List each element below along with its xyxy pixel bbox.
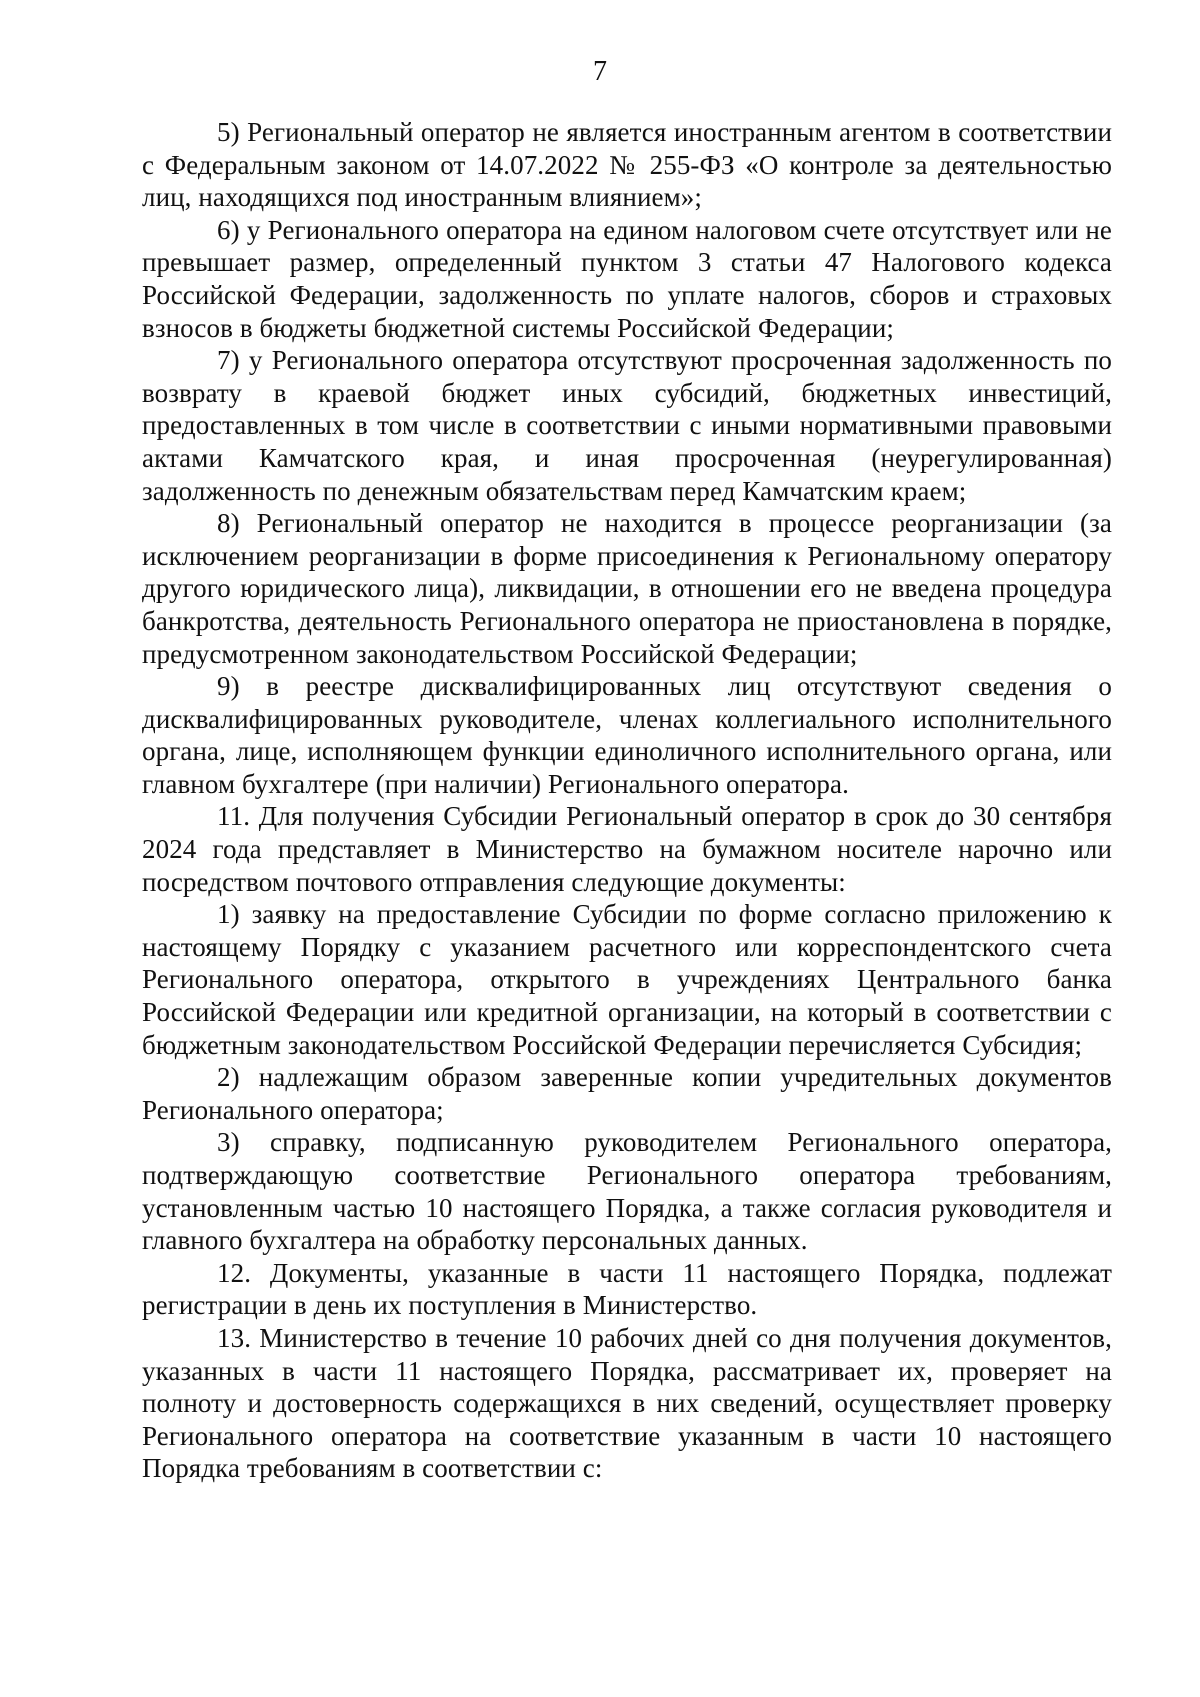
paragraph-part-13: 13. Министерство в течение 10 рабочих дней со дня получения документов, указанных в части 11 настоящего Порядка, рассматривает их, проверяет на полноту и достоверность содержащихся в них сведений, осуществляет проверку Регионального оператора на соответствие указанным в части 10 настоящего Порядка требованиям в соответствии с: — [142, 1322, 1112, 1484]
paragraph-part-11: 11. Для получения Субсидии Региональный оператор в срок до 30 сентября 2024 года представляет в Министерство на бумажном носителе нарочно или посредством почтового отправления следующие документы: — [142, 801, 1112, 897]
paragraph-part-11-item-2: 2) надлежащим образом заверенные копии учредительных документов Регионального оператора; — [142, 1062, 1112, 1125]
page-number: 7 — [593, 56, 607, 87]
paragraph-item-8: 8) Региональный оператор не находится в процессе реорганизации (за исключением реорганизации в форме присоединения к Региональному оператору другого юридического лица), ликвидации, в отношении его не введена процедура банкротства, деятельность Регионального оператора не приостановлена в порядке, предусмотренном законодательством Российской Федерации; — [142, 508, 1112, 669]
paragraph-part-11-item-3: 3) справку, подписанную руководителем Регионального оператора, подтверждающую соответствие Регионального оператора требованиям, установленным частью 10 настоящего Порядка, а также согласия руководителя и главного бухгалтера на обработку персональных данных. — [142, 1127, 1112, 1256]
paragraph-part-11-item-1: 1) заявку на предоставление Субсидии по форме согласно приложению к настоящему Порядку с указанием расчетного или корреспондентского счета Регионального оператора, открытого в учреждениях Центрального банка Российской Федерации или кредитной организации, на который в соответствии с бюджетным законодательством Российской Федерации перечисляется Субсидия; — [142, 899, 1112, 1060]
paragraph-item-7: 7) у Регионального оператора отсутствуют просроченная задолженность по возврату в краевой бюджет иных субсидий, бюджетных инвестиций, предоставленных в том числе в соответствии с иными нормативными правовыми актами Камчатского края, и иная просроченная (неурегулированная) задолженность по денежным обязательствам перед Камчатским краем; — [142, 345, 1112, 506]
paragraph-part-12: 12. Документы, указанные в части 11 настоящего Порядка, подлежат регистрации в день их поступления в Министерство. — [142, 1257, 1112, 1321]
paragraph-item-9: 9) в реестре дисквалифицированных лиц отсутствуют сведения о дисквалифицированных руководителе, членах коллегиального исполнительного органа, лице, исполняющем функции единоличного исполнительного органа, или главном бухгалтере (при наличии) Регионального оператора. — [142, 671, 1112, 799]
paragraph-item-5: 5) Региональный оператор не является иностранным агентом в соответствии с Федеральным законом от 14.07.2022 № 255-ФЗ «О контроле за деятельностью лиц, находящихся под иностранным влиянием»; — [142, 117, 1112, 213]
paragraph-item-6: 6) у Регионального оператора на едином налоговом счете отсутствует или не превышает размер, определенный пунктом 3 статьи 47 Налогового кодекса Российской Федерации, задолженность по уплате налогов, сборов и страховых взносов в бюджеты бюджетной системы Российской Федерации; — [142, 214, 1112, 343]
document-body — [142, 116, 1112, 1485]
